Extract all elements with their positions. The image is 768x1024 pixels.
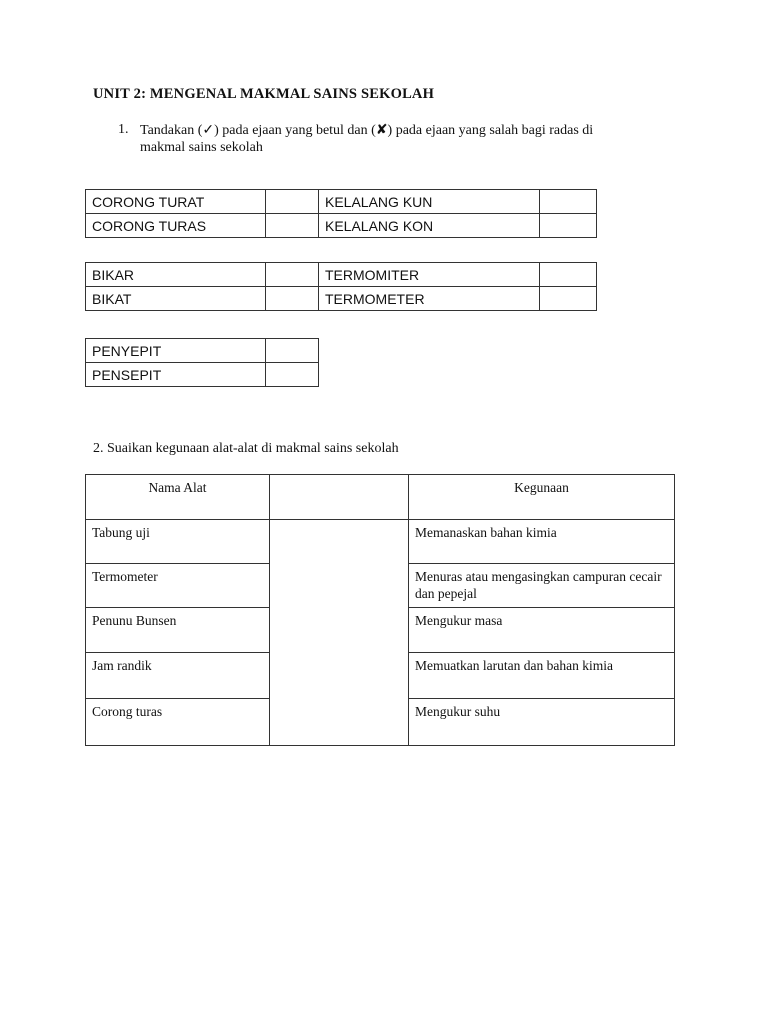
tool-name: Tabung uji — [86, 520, 270, 564]
answer-box[interactable] — [540, 287, 597, 311]
tool-name: Jam randik — [86, 653, 270, 699]
tool-use: Memanaskan bahan kimia — [409, 520, 675, 564]
tool-use: Menuras atau mengasingkan campuran cecair dan pepejal — [409, 564, 675, 608]
spelling-word: PENSEPIT — [86, 363, 266, 387]
page-title: UNIT 2: MENGENAL MAKMAL SAINS SEKOLAH — [93, 86, 435, 102]
spelling-table-3 — [85, 338, 319, 387]
question-1-text-line-1: Tandakan (✓) pada ejaan yang betul dan (✘) pada ejaan yang salah bagi radas di — [140, 123, 594, 138]
table-row — [86, 190, 597, 214]
spelling-table-2 — [85, 262, 597, 311]
table-row — [86, 263, 597, 287]
answer-box[interactable] — [266, 190, 319, 214]
header-blank — [270, 475, 409, 520]
table-row — [86, 214, 597, 238]
answer-box[interactable] — [540, 214, 597, 238]
question-2-text: 2. Suaikan kegunaan alat-alat di makmal sains sekolah — [93, 441, 399, 456]
tool-use: Mengukur suhu — [409, 699, 675, 746]
header-kegunaan: Kegunaan — [409, 475, 675, 520]
tool-name: Termometer — [86, 564, 270, 608]
table-header-row — [86, 475, 675, 520]
table-row — [86, 339, 319, 363]
spelling-word: TERMOMETER — [319, 287, 540, 311]
table-row — [86, 363, 319, 387]
answer-box[interactable] — [266, 287, 319, 311]
header-nama-alat: Nama Alat — [86, 475, 270, 520]
table-row — [86, 520, 675, 564]
spelling-word: KELALANG KUN — [319, 190, 540, 214]
answer-box[interactable] — [266, 263, 319, 287]
spelling-word: PENYEPIT — [86, 339, 266, 363]
spelling-word: CORONG TURAS — [86, 214, 266, 238]
tool-name: Penunu Bunsen — [86, 608, 270, 653]
spelling-word: BIKAR — [86, 263, 266, 287]
answer-box[interactable] — [540, 263, 597, 287]
spelling-word: TERMOMITER — [319, 263, 540, 287]
question-1-number: 1. — [118, 122, 129, 137]
tool-use: Memuatkan larutan dan bahan kimia — [409, 653, 675, 699]
answer-box[interactable] — [540, 190, 597, 214]
table-row — [86, 287, 597, 311]
spelling-table-1 — [85, 189, 597, 238]
tool-use: Mengukur masa — [409, 608, 675, 653]
answer-box[interactable] — [266, 214, 319, 238]
spelling-word: CORONG TURAT — [86, 190, 266, 214]
spelling-word: BIKAT — [86, 287, 266, 311]
spelling-word: KELALANG KON — [319, 214, 540, 238]
matching-area[interactable] — [270, 520, 409, 746]
answer-box[interactable] — [266, 363, 319, 387]
matching-table — [85, 474, 675, 746]
tool-name: Corong turas — [86, 699, 270, 746]
answer-box[interactable] — [266, 339, 319, 363]
question-1-text-line-2: makmal sains sekolah — [140, 140, 263, 155]
